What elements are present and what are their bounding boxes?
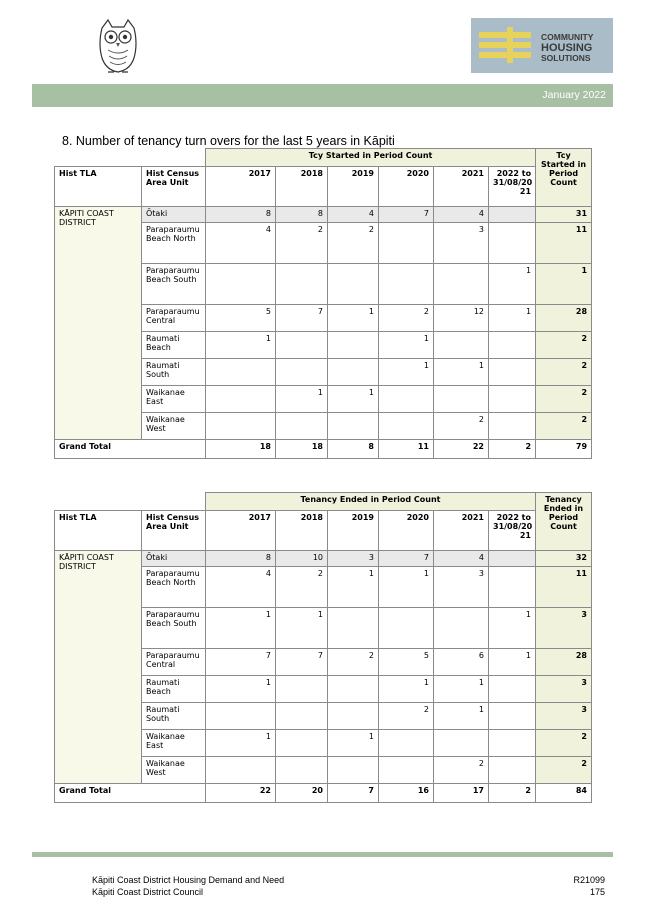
column-header-tla: Hist TLA bbox=[55, 167, 142, 207]
count-cell bbox=[379, 264, 434, 305]
count-cell bbox=[379, 413, 434, 440]
count-cell bbox=[328, 703, 379, 730]
count-cell bbox=[434, 386, 489, 413]
area-unit: Raumati South bbox=[142, 359, 206, 386]
count-cell: 1 bbox=[328, 567, 379, 608]
row-total: 11 bbox=[536, 567, 592, 608]
grand-total-cell: 22 bbox=[434, 440, 489, 459]
grand-total-cell: 7 bbox=[328, 784, 379, 803]
count-cell: 7 bbox=[379, 551, 434, 567]
count-cell bbox=[489, 207, 536, 223]
empty-corner bbox=[55, 493, 206, 511]
logo-bars-icon bbox=[479, 27, 539, 65]
count-cell: 4 bbox=[434, 207, 489, 223]
area-unit: Paraparaumu Beach South bbox=[142, 264, 206, 305]
grand-total-row bbox=[55, 784, 592, 803]
area-unit: Waikanae East bbox=[142, 730, 206, 757]
count-cell: 8 bbox=[206, 551, 276, 567]
count-cell: 1 bbox=[328, 386, 379, 413]
table-column-header-row bbox=[55, 167, 592, 207]
count-cell bbox=[489, 386, 536, 413]
table-group-header-row bbox=[55, 149, 592, 167]
group-header: Tcy Started in Period Count bbox=[206, 149, 536, 167]
header-band bbox=[32, 84, 613, 107]
count-cell: 1 bbox=[328, 730, 379, 757]
column-header-year: 2019 bbox=[328, 167, 379, 207]
count-cell: 2 bbox=[379, 305, 434, 332]
column-header-year: 2018 bbox=[276, 511, 328, 551]
total-column-header: Tenancy Ended in Period Count bbox=[536, 493, 592, 551]
count-cell bbox=[434, 264, 489, 305]
count-cell: 2 bbox=[328, 649, 379, 676]
tla-name: KĀPITI COAST DISTRICT bbox=[55, 207, 142, 440]
count-cell bbox=[489, 703, 536, 730]
section-title: 8. Number of tenancy turn overs for the last 5 years in Kāpiti bbox=[62, 134, 395, 148]
count-cell bbox=[489, 359, 536, 386]
count-cell: 1 bbox=[434, 676, 489, 703]
count-cell: 1 bbox=[276, 386, 328, 413]
grand-total-cell: 22 bbox=[206, 784, 276, 803]
row-total: 1 bbox=[536, 264, 592, 305]
count-cell: 3 bbox=[328, 551, 379, 567]
area-unit: Raumati Beach bbox=[142, 332, 206, 359]
row-total: 2 bbox=[536, 413, 592, 440]
grand-total-value: 84 bbox=[536, 784, 592, 803]
count-cell: 1 bbox=[276, 608, 328, 649]
tla-name: KĀPITI COAST DISTRICT bbox=[55, 551, 142, 784]
column-header-year: 2017 bbox=[206, 167, 276, 207]
count-cell bbox=[328, 676, 379, 703]
count-cell: 2 bbox=[434, 757, 489, 784]
community-housing-solutions-logo bbox=[471, 18, 613, 73]
count-cell: 12 bbox=[434, 305, 489, 332]
count-cell bbox=[276, 703, 328, 730]
count-cell bbox=[489, 551, 536, 567]
column-header-year: 2022 to 31/08/20 21 bbox=[489, 167, 536, 207]
tenancy-ended-table bbox=[54, 492, 592, 803]
count-cell: 3 bbox=[434, 567, 489, 608]
count-cell: 5 bbox=[206, 305, 276, 332]
count-cell: 8 bbox=[206, 207, 276, 223]
table-row bbox=[55, 207, 592, 223]
count-cell bbox=[489, 223, 536, 264]
count-cell: 1 bbox=[434, 359, 489, 386]
count-cell bbox=[379, 223, 434, 264]
report-date: January 2022 bbox=[542, 89, 606, 101]
count-cell bbox=[379, 608, 434, 649]
count-cell bbox=[276, 413, 328, 440]
count-cell bbox=[379, 757, 434, 784]
count-cell: 1 bbox=[379, 332, 434, 359]
column-header-year: 2022 to 31/08/20 21 bbox=[489, 511, 536, 551]
count-cell: 2 bbox=[328, 223, 379, 264]
count-cell: 1 bbox=[489, 305, 536, 332]
group-header: Tenancy Ended in Period Count bbox=[206, 493, 536, 511]
footer-rule bbox=[32, 852, 613, 857]
count-cell: 2 bbox=[434, 413, 489, 440]
count-cell: 4 bbox=[206, 567, 276, 608]
count-cell bbox=[328, 757, 379, 784]
footer-right bbox=[573, 874, 605, 898]
grand-total-cell: 18 bbox=[206, 440, 276, 459]
table-row bbox=[55, 551, 592, 567]
count-cell bbox=[489, 730, 536, 757]
logo-line-2: HOUSING bbox=[541, 42, 593, 54]
count-cell: 1 bbox=[434, 703, 489, 730]
count-cell bbox=[434, 332, 489, 359]
row-total: 2 bbox=[536, 332, 592, 359]
column-header-year: 2020 bbox=[379, 511, 434, 551]
count-cell: 1 bbox=[379, 676, 434, 703]
count-cell bbox=[276, 264, 328, 305]
grand-total-cell: 2 bbox=[489, 784, 536, 803]
row-total: 3 bbox=[536, 703, 592, 730]
count-cell bbox=[206, 359, 276, 386]
grand-total-cell: 11 bbox=[379, 440, 434, 459]
footer-left bbox=[92, 874, 284, 898]
area-unit: Raumati Beach bbox=[142, 676, 206, 703]
column-header-year: 2019 bbox=[328, 511, 379, 551]
count-cell: 10 bbox=[276, 551, 328, 567]
count-cell bbox=[434, 608, 489, 649]
count-cell bbox=[328, 264, 379, 305]
count-cell bbox=[206, 413, 276, 440]
count-cell: 4 bbox=[434, 551, 489, 567]
tenancy-started-table bbox=[54, 148, 592, 459]
count-cell: 3 bbox=[434, 223, 489, 264]
count-cell: 6 bbox=[434, 649, 489, 676]
count-cell: 1 bbox=[206, 730, 276, 757]
grand-total-cell: 8 bbox=[328, 440, 379, 459]
column-header-year: 2018 bbox=[276, 167, 328, 207]
row-total: 28 bbox=[536, 649, 592, 676]
grand-total-label: Grand Total bbox=[55, 440, 206, 459]
count-cell: 2 bbox=[276, 223, 328, 264]
grand-total-row bbox=[55, 440, 592, 459]
area-unit: Paraparaumu Central bbox=[142, 649, 206, 676]
grand-total-value: 79 bbox=[536, 440, 592, 459]
footer-page-number: 175 bbox=[589, 887, 605, 897]
logo-line-3: SOLUTIONS bbox=[541, 53, 591, 63]
grand-total-cell: 2 bbox=[489, 440, 536, 459]
count-cell: 1 bbox=[489, 264, 536, 305]
grand-total-cell: 16 bbox=[379, 784, 434, 803]
total-column-header: Tcy Started in Period Count bbox=[536, 149, 592, 207]
count-cell bbox=[328, 359, 379, 386]
count-cell: 7 bbox=[379, 207, 434, 223]
count-cell bbox=[328, 608, 379, 649]
row-total: 32 bbox=[536, 551, 592, 567]
column-header-year: 2017 bbox=[206, 511, 276, 551]
area-unit: Paraparaumu Beach South bbox=[142, 608, 206, 649]
count-cell bbox=[206, 757, 276, 784]
count-cell bbox=[276, 359, 328, 386]
row-total: 2 bbox=[536, 730, 592, 757]
row-total: 11 bbox=[536, 223, 592, 264]
row-total: 2 bbox=[536, 386, 592, 413]
column-header-year: 2021 bbox=[434, 511, 489, 551]
area-unit: Waikanae East bbox=[142, 386, 206, 413]
area-unit: Paraparaumu Beach North bbox=[142, 223, 206, 264]
count-cell bbox=[489, 413, 536, 440]
area-unit: Waikanae West bbox=[142, 757, 206, 784]
count-cell bbox=[379, 730, 434, 757]
row-total: 31 bbox=[536, 207, 592, 223]
grand-total-cell: 17 bbox=[434, 784, 489, 803]
area-unit: Paraparaumu Central bbox=[142, 305, 206, 332]
count-cell: 1 bbox=[328, 305, 379, 332]
count-cell bbox=[489, 567, 536, 608]
row-total: 3 bbox=[536, 676, 592, 703]
count-cell bbox=[489, 676, 536, 703]
count-cell bbox=[379, 386, 434, 413]
logo-text bbox=[541, 33, 611, 63]
empty-corner bbox=[55, 149, 206, 167]
count-cell bbox=[328, 332, 379, 359]
count-cell bbox=[206, 386, 276, 413]
column-header-tla: Hist TLA bbox=[55, 511, 142, 551]
grand-total-cell: 20 bbox=[276, 784, 328, 803]
count-cell bbox=[206, 264, 276, 305]
count-cell: 8 bbox=[276, 207, 328, 223]
count-cell bbox=[489, 757, 536, 784]
count-cell: 7 bbox=[276, 305, 328, 332]
table-column-header-row bbox=[55, 511, 592, 551]
count-cell: 4 bbox=[206, 223, 276, 264]
table-group-header-row bbox=[55, 493, 592, 511]
count-cell bbox=[328, 413, 379, 440]
count-cell: 7 bbox=[276, 649, 328, 676]
footer-report-title: Kāpiti Coast District Housing Demand and Need bbox=[92, 875, 285, 885]
count-cell: 1 bbox=[489, 608, 536, 649]
row-total: 28 bbox=[536, 305, 592, 332]
row-total: 3 bbox=[536, 608, 592, 649]
count-cell: 1 bbox=[379, 567, 434, 608]
count-cell bbox=[206, 703, 276, 730]
footer-council: Kāpiti Coast District Council bbox=[92, 887, 204, 897]
area-unit: Paraparaumu Beach North bbox=[142, 567, 206, 608]
count-cell: 5 bbox=[379, 649, 434, 676]
area-unit: Waikanae West bbox=[142, 413, 206, 440]
grand-total-label: Grand Total bbox=[55, 784, 206, 803]
column-header-year: 2021 bbox=[434, 167, 489, 207]
count-cell: 4 bbox=[328, 207, 379, 223]
owl-logo bbox=[94, 18, 142, 74]
count-cell: 1 bbox=[379, 359, 434, 386]
area-unit: Raumati South bbox=[142, 703, 206, 730]
count-cell bbox=[276, 676, 328, 703]
area-unit: Ōtaki bbox=[142, 207, 206, 223]
count-cell bbox=[434, 730, 489, 757]
count-cell: 2 bbox=[276, 567, 328, 608]
column-header-area: Hist Census Area Unit bbox=[142, 511, 206, 551]
count-cell bbox=[276, 730, 328, 757]
logo-line-1: COMMUNITY bbox=[541, 32, 594, 42]
row-total: 2 bbox=[536, 359, 592, 386]
footer-report-code: R21099 bbox=[573, 875, 605, 885]
area-unit: Ōtaki bbox=[142, 551, 206, 567]
row-total: 2 bbox=[536, 757, 592, 784]
grand-total-cell: 18 bbox=[276, 440, 328, 459]
count-cell bbox=[489, 332, 536, 359]
count-cell: 1 bbox=[206, 332, 276, 359]
count-cell: 1 bbox=[206, 676, 276, 703]
count-cell: 2 bbox=[379, 703, 434, 730]
count-cell: 1 bbox=[489, 649, 536, 676]
count-cell bbox=[276, 332, 328, 359]
count-cell bbox=[276, 757, 328, 784]
count-cell: 1 bbox=[206, 608, 276, 649]
count-cell: 7 bbox=[206, 649, 276, 676]
column-header-area: Hist Census Area Unit bbox=[142, 167, 206, 207]
column-header-year: 2020 bbox=[379, 167, 434, 207]
